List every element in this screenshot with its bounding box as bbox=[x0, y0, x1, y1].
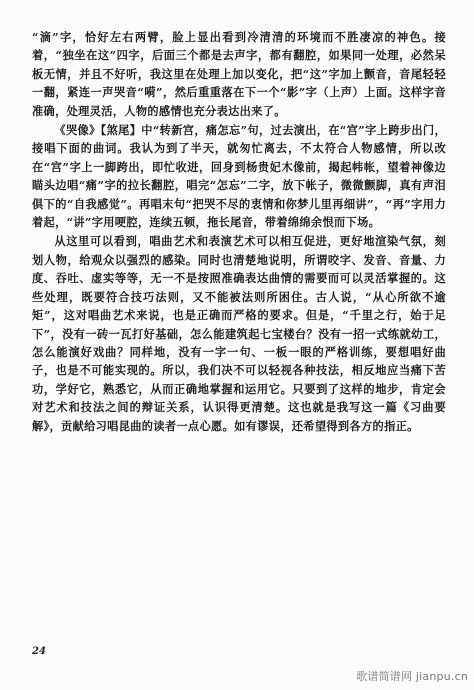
paragraph-2: 《哭像》【煞尾】中“转新宫，痛怎忘”句，过去演出，在“宫”字上跨步出门，接唱下面的曲词。我认为到了半天，就匆忙离去，不太符合人物感情，所以改在“宫”字上一脚跨出，即忙收进，回身到杨贵妃木像前，揭起帏帐，望着神像边瞄头边唱“痛”字的拉长翻腔，唱完“怎忘”二字，放下帐子，微微颤脚，真有声泪俱下的“自我感觉”。再唱末句“把哭不尽的衷情和你梦儿里再细讲”，“再”字用力着起，“讲”字用哽腔，连续五顿，拖长尾音，带着绵绵余恨而下场。 bbox=[32, 123, 446, 230]
paragraph-3: 从这里可以看到，唱曲艺术和表演艺术可以相互促进，更好地渲染气氛，刻划人物，给观众以强烈的感染。同时也清楚地说明，所谓咬字、发音、音量、力度、吞吐、虚实等等，无一不是按照准确表达曲情的需要而可以灵活掌握的。这些处理，既要符合技巧法则，又不能被法则所困住。古人说，“从心所欲不逾矩”，这对唱曲艺术来说，也是正确而严格的要求。但是，“千里之行，始于足下”，没有一砖一瓦打好基础，怎么能建筑起七宝楼台？没有一招一式练就幼工，怎么能演好戏曲？同样地，没有一字一句、一板一眼的严格训练，要想唱好曲子，也是不可能实现的。所以，我们决不可以轻视各种技法，相反地应当痛下苦功，学好它，熟悉它，从而正确地掌握和运用它。只要到了这样的地步，肯定会对艺术和技法之间的辩证关系，认识得更清楚。这也就是我写这一篇《习曲要解》，贡献给习唱昆曲的读者一点心愿。如有谬误，还希望得到各方的指正。 bbox=[32, 234, 446, 433]
page-number: 24 bbox=[32, 646, 46, 657]
body-text bbox=[32, 28, 446, 435]
site-watermark: 歌谱简谱网 jianpu.cn bbox=[356, 670, 468, 683]
paragraph-1: “滴”字，恰好左右两臂，脸上显出看到冷清清的环境而不胜凄凉的神色。接着，“独坐在这”四字，后面三个都是去声字，都有翻腔，如果同一处理，必然呆板无情，并且不好听，我这里在处理上加以变化，把“这”字加上颤音，音尾轻轻一翻，紧连一声哭音“嗬”，然后重重落在下一个“影”字（上声）上面。这样字音准确，处理灵活，人物的感情也充分表达出来了。 bbox=[32, 30, 446, 118]
